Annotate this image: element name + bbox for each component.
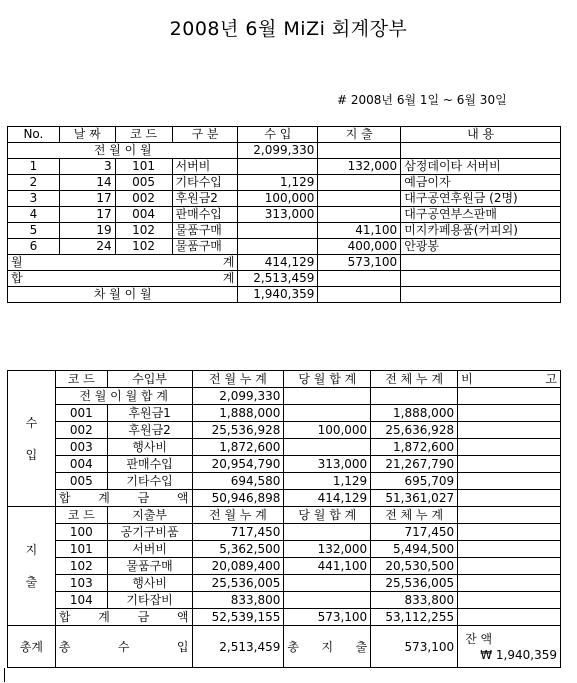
expense-side-label: 지 출 [8, 507, 56, 626]
income-side-label: 수 입 [8, 371, 56, 507]
monthly-total-row [8, 255, 561, 271]
next-month-amount: 1,940,359 [238, 287, 318, 303]
expense-sum-label: 합 계 금 액 [55, 609, 192, 626]
header-income: 수 입 [238, 127, 318, 143]
header-expense: 지 출 [318, 127, 401, 143]
expense-header-row: 지 출 코 드 지출부 전 월 누 계 당 월 합 계 전 체 누 계 [8, 507, 561, 524]
table-row: 4 17 004 판매수입 313,000 대구공연부스판매 [8, 207, 561, 223]
income-carry-row: 전 월 이 월 합 계 2,099,330 [8, 388, 561, 405]
grand-total-row [8, 626, 561, 668]
period-range: # 2008년 6월 1일 ~ 6월 30일 [337, 93, 507, 107]
carry-over-amount: 2,099,330 [238, 143, 318, 159]
income-header-row: 수 입 코 드 수입부 전 월 누 계 당 월 합 계 전 체 누 계 비 고 [8, 371, 561, 388]
ledger-table [7, 126, 561, 303]
ledger-header-row [8, 127, 561, 143]
summary-table [7, 370, 561, 668]
header-category: 구 분 [172, 127, 238, 143]
table-row: 100 공기구비품 717,450 717,450 [8, 524, 561, 541]
monthly-total-label: 월 계 [8, 255, 238, 271]
table-row: 3 17 002 후원금2 100,000 대구공연후원금 (2명) [8, 191, 561, 207]
note-header: 비 고 [458, 371, 561, 388]
total-label: 합 계 [8, 271, 238, 287]
monthly-expense: 573,100 [318, 255, 401, 271]
header-date: 날 짜 [59, 127, 115, 143]
carry-over-label: 전 월 이 월 [8, 143, 238, 159]
table-row: 103 행사비 25,536,005 25,536,005 [8, 575, 561, 592]
table-row: 002 후원금2 25,536,928 100,000 25,636,928 [8, 422, 561, 439]
grand-expense: 573,100 [371, 626, 458, 668]
grand-income: 2,513,459 [192, 626, 284, 668]
table-row: 1 3 101 서버비 132,000 삼정데이타 서버비 [8, 159, 561, 175]
table-row: 102 물품구매 20,089,400 441,100 20,530,500 [8, 558, 561, 575]
text-cursor [4, 668, 5, 682]
balance-label: 잔 액 [465, 631, 493, 646]
table-row: 003 행사비 1,872,600 1,872,600 [8, 439, 561, 456]
header-code: 코 드 [115, 127, 172, 143]
table-row: 004 판매수입 20,954,790 313,000 21,267,790 [8, 456, 561, 473]
monthly-income: 414,129 [238, 255, 318, 271]
expense-sum-row: 합 계 금 액 52,539,155 573,100 53,112,255 [8, 609, 561, 626]
grand-income-label: 총 수 입 [55, 626, 192, 668]
table-row: 2 14 005 기타수입 1,129 예금이자 [8, 175, 561, 191]
grand-side-label: 총계 [8, 626, 56, 668]
header-memo: 내 용 [401, 127, 561, 143]
carry-over-row [8, 143, 561, 159]
table-row: 101 서버비 5,362,500 132,000 5,494,500 [8, 541, 561, 558]
income-sum-label: 합 계 금 액 [55, 490, 192, 507]
document-title: 2008년 6월 MiZi 회계장부 [169, 18, 408, 40]
next-month-label: 차 월 이 월 [8, 287, 238, 303]
table-row: 5 19 102 물품구매 41,100 미지카페용품(커피외) [8, 223, 561, 239]
grand-expense-label: 총 지 출 [284, 626, 371, 668]
income-sum-row: 합 계 금 액 50,946,898 414,129 51,361,027 [8, 490, 561, 507]
total-amount: 2,513,459 [238, 271, 318, 287]
table-row: 104 기타잡비 833,800 833,800 [8, 592, 561, 609]
table-row: 005 기타수입 694,580 1,129 695,709 [8, 473, 561, 490]
header-no: No. [8, 127, 60, 143]
balance-amount: ₩ 1,940,359 [480, 647, 557, 662]
balance-cell [458, 626, 561, 668]
next-month-row [8, 287, 561, 303]
total-row [8, 271, 561, 287]
table-row: 6 24 102 물품구매 400,000 안광봉 [8, 239, 561, 255]
table-row: 001 후원금1 1,888,000 1,888,000 [8, 405, 561, 422]
